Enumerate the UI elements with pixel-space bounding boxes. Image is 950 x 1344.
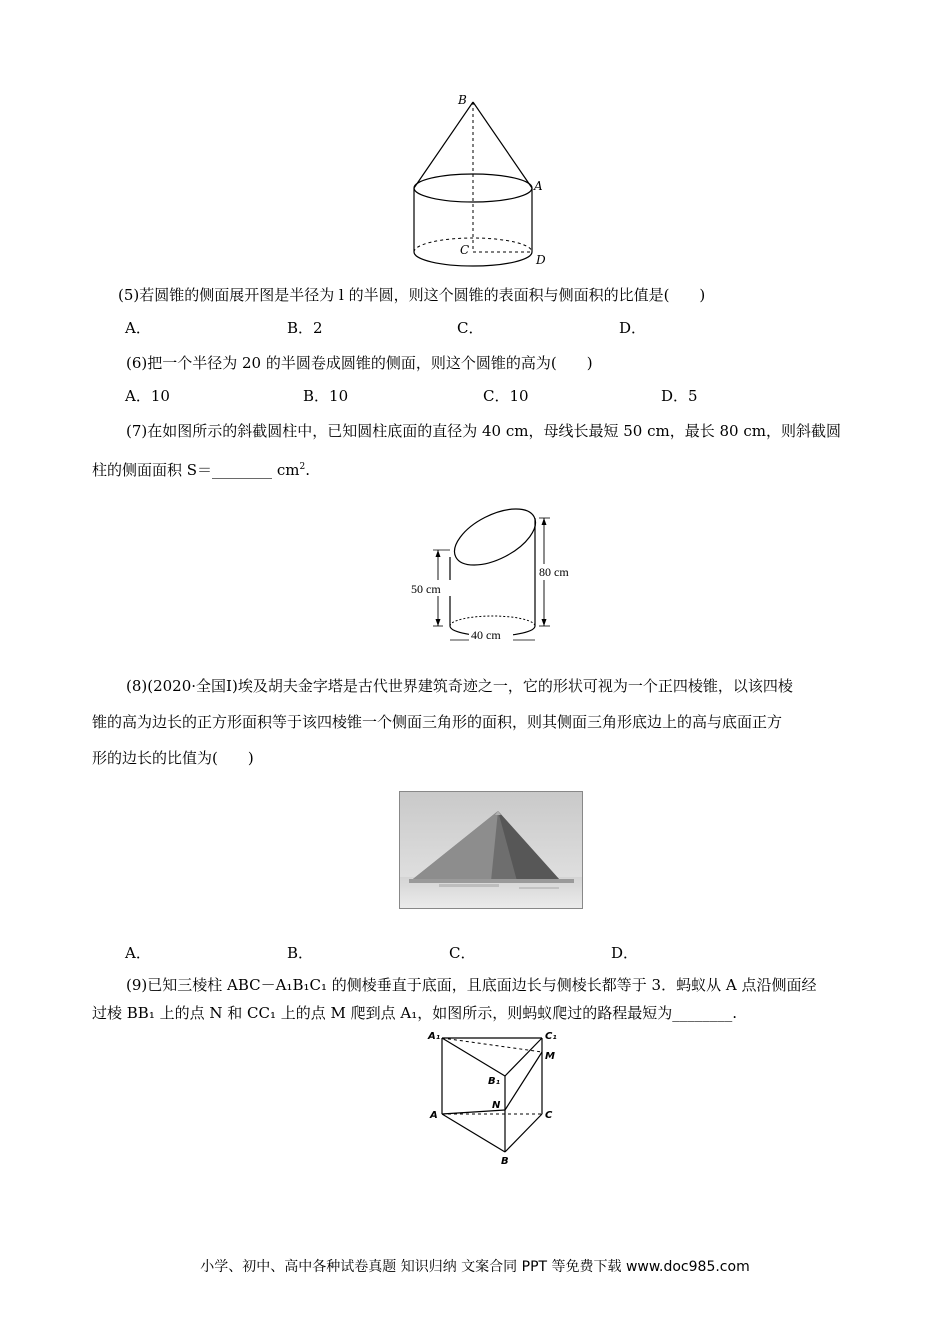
label-b: B [458, 93, 467, 107]
label-b: B [501, 1156, 509, 1167]
label-80cm: 80 cm [539, 565, 569, 579]
label-a: A [430, 1110, 438, 1121]
question-5: (5)若圆锥的侧面展开图是半径为 l 的半圆，则这个圆锥的表面积与侧面积的比值是( ) [118, 286, 706, 304]
q7-unit-sup: 2 [299, 462, 306, 472]
label-40cm: 40 cm [471, 628, 501, 642]
label-a: A [534, 179, 543, 193]
q8-option-a: A． [125, 944, 151, 962]
label-b1: B₁ [488, 1076, 501, 1087]
label-c: C [545, 1110, 553, 1121]
q7-answer-blank[interactable]: ________ [212, 461, 273, 479]
q5-option-b: B．2 [287, 319, 323, 337]
question-8-line-2: 锥的高为边长的正方形面积等于该四棱锥一个侧面三角形的面积，则其侧面三角形底边上的高与底面正方 [92, 713, 783, 731]
question-7-line-2 [92, 452, 834, 485]
q7-prefix: 柱的侧面面积 S＝ [92, 461, 213, 479]
label-d: D [536, 253, 546, 267]
q7-unit: cm [272, 461, 300, 479]
cone-cylinder-figure [400, 90, 570, 280]
question-8-line-1: (8)(2020·全国Ⅰ)埃及胡夫金字塔是古代世界建筑奇迹之一，它的形状可视为一个正四棱锥，以该四棱 [126, 677, 793, 695]
question-8-options [125, 938, 825, 968]
label-c: C [460, 243, 470, 257]
q8-option-b: B． [287, 944, 314, 962]
q7-end: . [305, 461, 310, 479]
slanted-cylinder-figure [405, 500, 580, 645]
question-6-options [125, 381, 825, 411]
question-6: (6)把一个半径为 20 的半圆卷成圆锥的侧面，则这个圆锥的高为( ) [126, 354, 593, 372]
q6-option-c: C．10 [483, 387, 529, 405]
question-9-line-1: (9)已知三棱柱 ABC－A₁B₁C₁ 的侧棱垂直于底面，且底面边长与侧棱长都等于 3．蚂蚁从 A 点沿侧面经 [126, 976, 817, 994]
q5-option-c: C． [457, 319, 484, 337]
question-5-options [125, 313, 825, 343]
pyramid-photo [399, 791, 583, 909]
prism-figure [420, 1028, 570, 1168]
label-c1: C₁ [545, 1031, 557, 1042]
q6-option-a: A．10 [125, 387, 170, 405]
q5-option-d: D． [619, 319, 647, 337]
question-7-line-1: (7)在如图所示的斜截圆柱中，已知圆柱底面的直径为 40 cm，母线长最短 50 cm，最长 80 cm，则斜截圆 [126, 422, 841, 440]
q8-option-c: C． [449, 944, 476, 962]
label-m: M [545, 1051, 555, 1062]
question-9-line-2: 过棱 BB₁ 上的点 N 和 CC₁ 上的点 M 爬到点 A₁，如图所示，则蚂蚁爬过的路程最短为________. [92, 1004, 738, 1022]
label-a1: A₁ [428, 1031, 441, 1042]
page-footer: 小学、初中、高中各种试卷真题 知识归纳 文案合同 PPT 等免费下载 www.doc985.com [200, 1259, 750, 1275]
q6-option-d: D．5 [661, 387, 698, 405]
q8-option-d: D． [611, 944, 639, 962]
label-50cm: 50 cm [411, 582, 441, 596]
q5-option-a: A． [125, 319, 151, 337]
label-n: N [492, 1100, 501, 1111]
q6-option-b: B．10 [303, 387, 349, 405]
question-8-line-3: 形的边长的比值为( ) [92, 749, 254, 767]
